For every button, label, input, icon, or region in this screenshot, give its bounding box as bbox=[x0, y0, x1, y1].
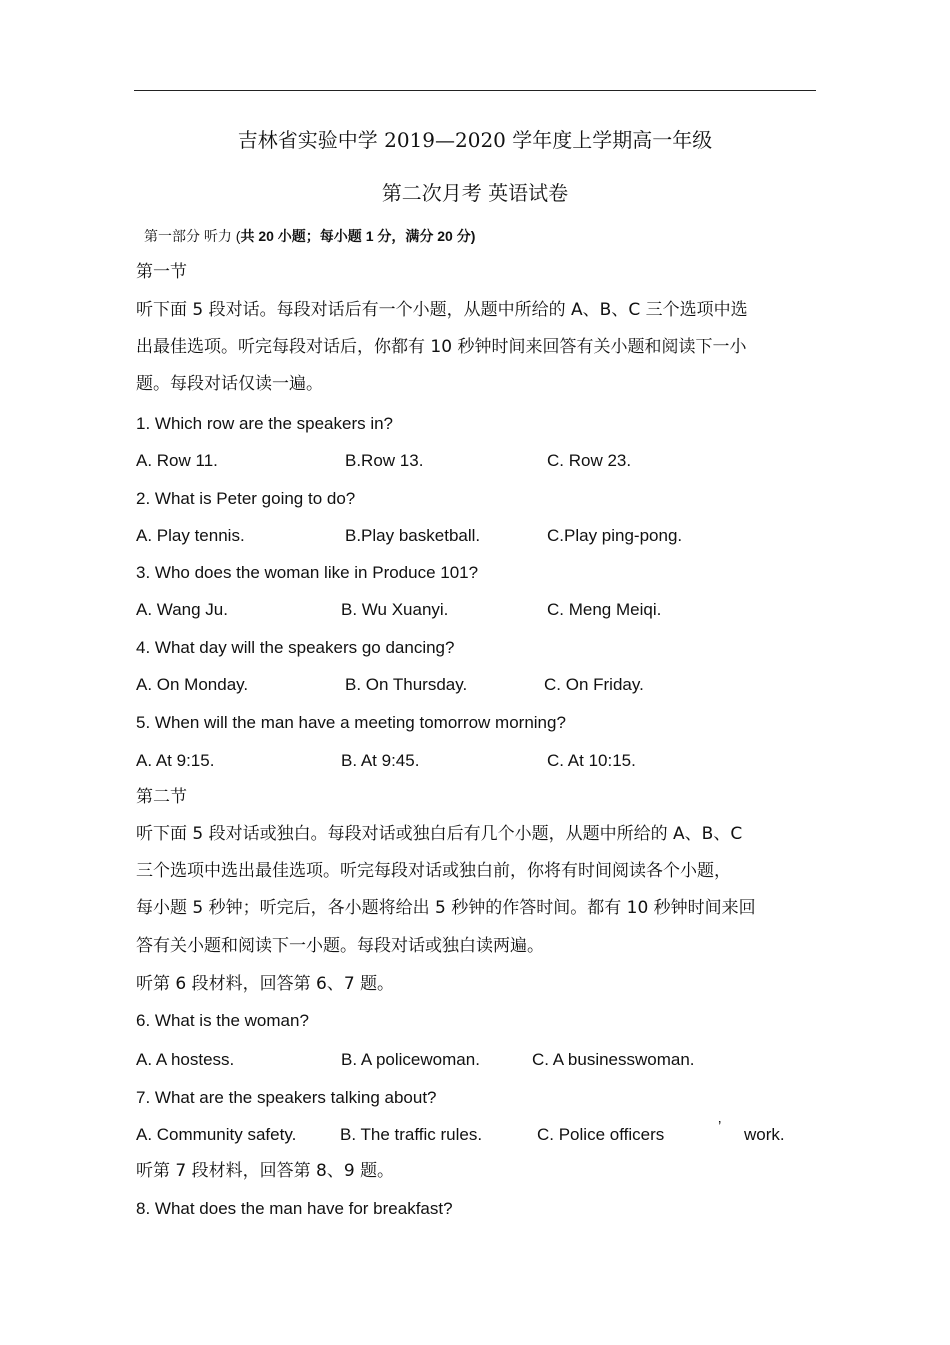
section2-instruction-1: 听下面 5 段对话或独白。每段对话或独白后有几个小题，从题中所给的 A、B、C bbox=[136, 824, 743, 844]
q7-option-a: A. Community safety. bbox=[136, 1125, 297, 1144]
section1-instruction-3: 题。每段对话仅读一遍。 bbox=[136, 374, 323, 394]
q2-option-c: C.Play ping-pong. bbox=[547, 526, 683, 545]
part1-heading bbox=[144, 226, 475, 246]
section2-instruction-2: 三个选项中选出最佳选项。听完每段对话或独白前，你将有时间阅读各个小题， bbox=[136, 861, 731, 881]
question-8: 8. What does the man have for breakfast? bbox=[136, 1199, 453, 1218]
q4-option-b: B. On Thursday. bbox=[345, 675, 468, 694]
q1-option-b: B.Row 13. bbox=[345, 451, 424, 470]
q4-option-a: A. On Monday. bbox=[136, 675, 249, 694]
q3-option-c: C. Meng Meiqi. bbox=[547, 600, 662, 619]
q7-option-c-apostrophe: ’ bbox=[718, 1118, 722, 1135]
header-rule bbox=[134, 90, 816, 91]
section2-instruction-3: 每小题 5 秒钟；听完后，各小题将给出 5 秒钟的作答时间。都有 10 秒钟时间来回 bbox=[136, 898, 756, 918]
q3-option-a: A. Wang Ju. bbox=[136, 600, 228, 619]
question-6: 6. What is the woman? bbox=[136, 1011, 309, 1030]
q4-option-c: C. On Friday. bbox=[544, 675, 644, 694]
q5-option-a: A. At 9:15. bbox=[136, 751, 215, 770]
part1-heading-a: 第一部分 听力 ( bbox=[144, 228, 241, 244]
q3-option-b: B. Wu Xuanyi. bbox=[341, 600, 449, 619]
section1-instruction-1: 听下面 5 段对话。每段对话后有一个小题，从题中所给的 A、B、C 三个选项中选 bbox=[136, 300, 748, 320]
q5-option-c: C. At 10:15. bbox=[547, 751, 636, 770]
q5-option-b: B. At 9:45. bbox=[341, 751, 420, 770]
material-7-heading: 听第 7 段材料，回答第 8、9 题。 bbox=[136, 1161, 395, 1181]
question-7: 7. What are the speakers talking about? bbox=[136, 1088, 437, 1107]
q2-option-b: B.Play basketball. bbox=[345, 526, 481, 545]
q7-option-b: B. The traffic rules. bbox=[340, 1125, 483, 1144]
material-6-heading: 听第 6 段材料，回答第 6、7 题。 bbox=[136, 974, 395, 994]
q1-option-a: A. Row 11. bbox=[136, 451, 218, 470]
section2-label: 第二节 bbox=[136, 787, 187, 807]
q1-option-c: C. Row 23. bbox=[547, 451, 632, 470]
exam-title-line2: 第二次月考 英语试卷 bbox=[381, 181, 569, 205]
q7-option-c-tail: work. bbox=[744, 1125, 785, 1144]
q6-option-c: C. A businesswoman. bbox=[532, 1050, 695, 1069]
section1-label: 第一节 bbox=[136, 262, 187, 282]
question-2: 2. What is Peter going to do? bbox=[136, 489, 356, 508]
q6-option-b: B. A policewoman. bbox=[341, 1050, 480, 1069]
q6-option-a: A. A hostess. bbox=[136, 1050, 235, 1069]
part1-heading-b: 共 20 小题；每小题 1 分，满分 20 分) bbox=[240, 228, 476, 244]
question-3: 3. Who does the woman like in Produce 101? bbox=[136, 563, 479, 582]
question-5: 5. When will the man have a meeting tomorrow morning? bbox=[136, 713, 566, 732]
question-1: 1. Which row are the speakers in? bbox=[136, 414, 394, 433]
question-4: 4. What day will the speakers go dancing? bbox=[136, 638, 455, 657]
exam-title-line1: 吉林省实验中学 2019—2020 学年度上学期高一年级 bbox=[237, 128, 713, 152]
q2-option-a: A. Play tennis. bbox=[136, 526, 245, 545]
section2-instruction-4: 答有关小题和阅读下一小题。每段对话或独白读两遍。 bbox=[136, 936, 544, 956]
q7-option-c: C. Police officers bbox=[537, 1125, 665, 1144]
section1-instruction-2: 出最佳选项。听完每段对话后，你都有 10 秒钟时间来回答有关小题和阅读下一小 bbox=[136, 337, 747, 357]
